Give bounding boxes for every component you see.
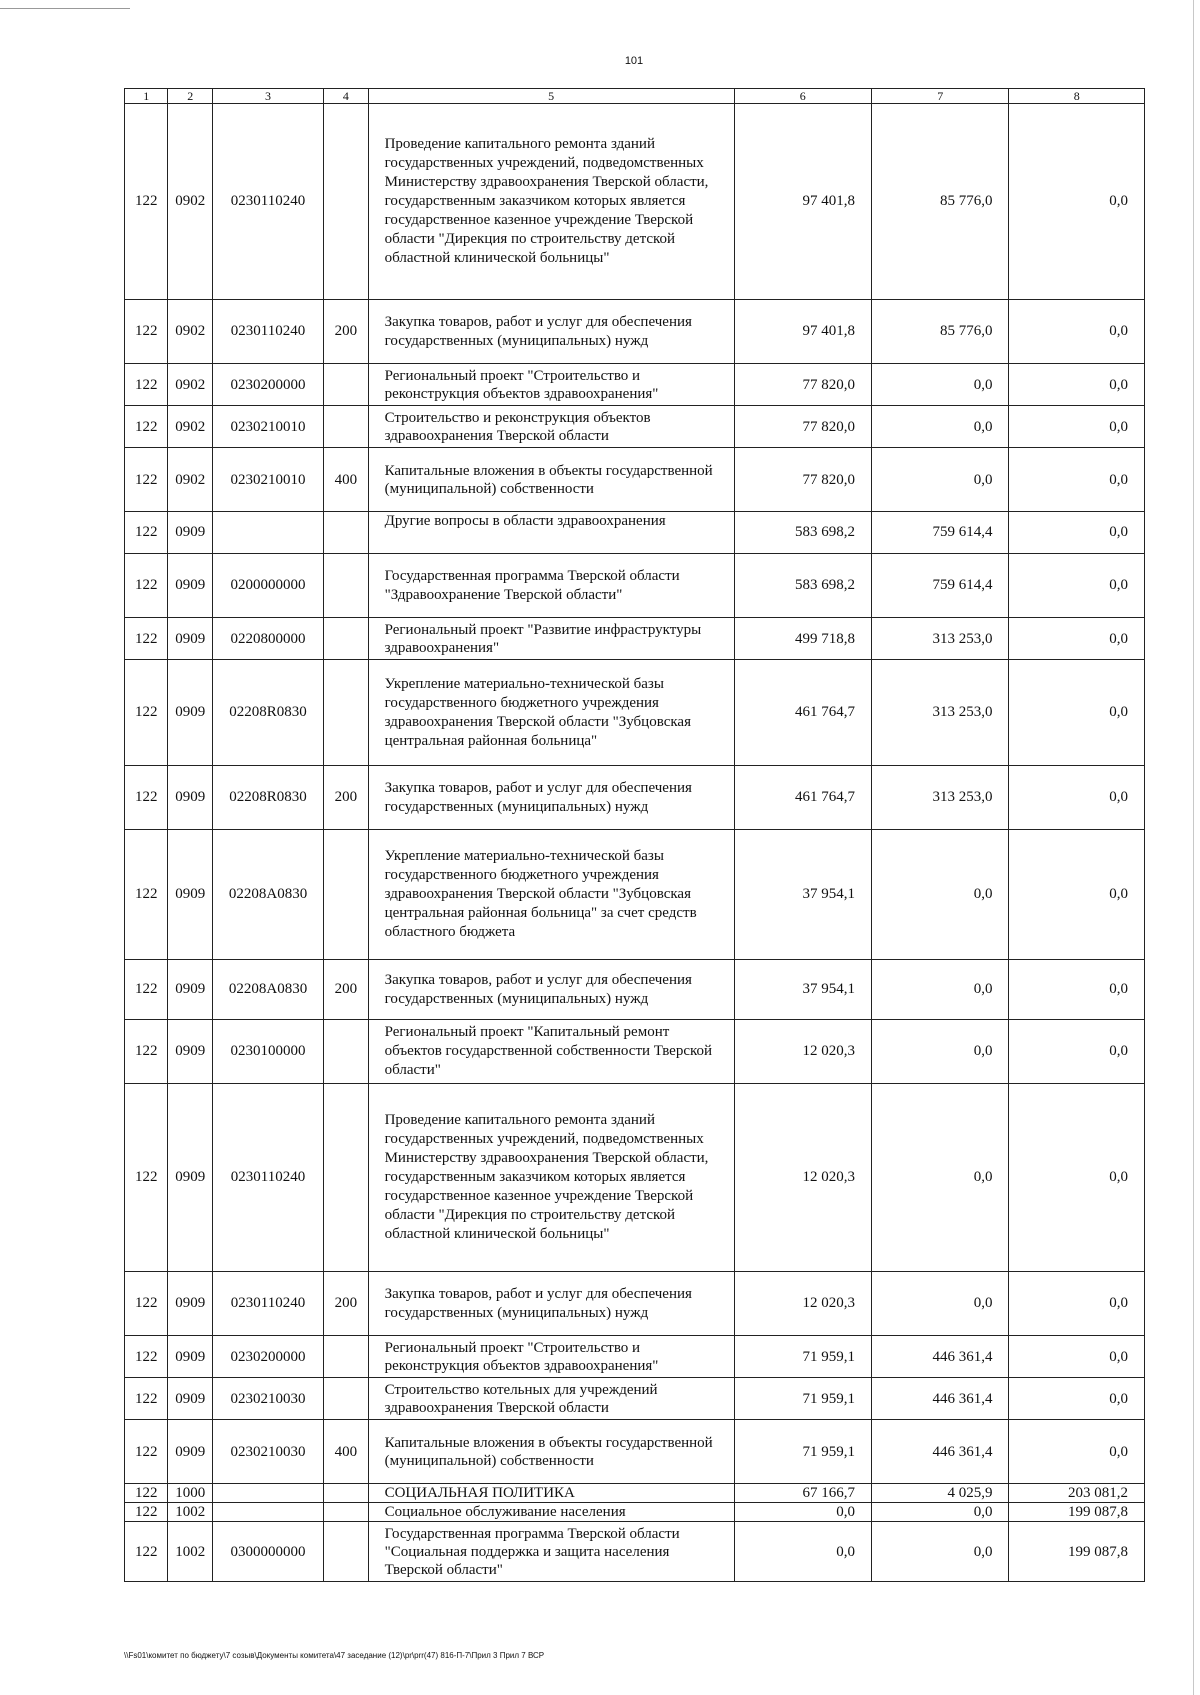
amount-col8-cell: 0,0	[1009, 300, 1145, 364]
amount-col7-cell: 0,0	[872, 406, 1009, 448]
header-cell: 8	[1009, 89, 1145, 104]
header-cell: 2	[168, 89, 212, 104]
section-code-cell: 0909	[168, 1420, 212, 1484]
section-code-cell: 1000	[168, 1484, 212, 1503]
amount-col7-cell: 313 253,0	[872, 618, 1009, 660]
description-cell: Проведение капитального ремонта зданий государственных учреждений, подведомственных Министерству здравоохранения Тверской области, государственным заказчиком которых является государственное казенное учреждение Тверской области "Дирекция по строительству детской областной клинической больницы"	[368, 104, 734, 300]
amount-col8-cell: 0,0	[1009, 512, 1145, 554]
amount-col8-cell: 0,0	[1009, 448, 1145, 512]
amount-col7-cell: 0,0	[872, 1522, 1009, 1582]
section-code-cell: 1002	[168, 1522, 212, 1582]
amount-col6-cell: 0,0	[734, 1503, 871, 1522]
description-cell: Строительство и реконструкция объектов здравоохранения Тверской области	[368, 406, 734, 448]
header-cell: 1	[125, 89, 168, 104]
target-article-cell: 0230200000	[212, 1336, 323, 1378]
target-article-cell: 02208R0830	[212, 766, 323, 830]
expense-type-cell	[324, 512, 368, 554]
amount-col8-cell: 0,0	[1009, 1020, 1145, 1084]
section-code-cell: 0902	[168, 448, 212, 512]
table-row	[125, 960, 1145, 1020]
amount-col7-cell: 759 614,4	[872, 512, 1009, 554]
section-code-cell: 0902	[168, 406, 212, 448]
description-cell: Капитальные вложения в объекты государственной (муниципальной) собственности	[368, 1420, 734, 1484]
amount-col7-cell: 0,0	[872, 1084, 1009, 1272]
target-article-cell: 0230210030	[212, 1420, 323, 1484]
amount-col8-cell: 0,0	[1009, 1272, 1145, 1336]
target-article-cell: 02208A0830	[212, 830, 323, 960]
section-code-cell: 0909	[168, 554, 212, 618]
table-row	[125, 830, 1145, 960]
expense-type-cell	[324, 1378, 368, 1420]
admin-code-cell: 122	[125, 1522, 168, 1582]
description-cell: Укрепление материально-технической базы государственного бюджетного учреждения здравоохранения Тверской области "Зубцовская центральная районная больница"	[368, 660, 734, 766]
amount-col7-cell: 0,0	[872, 364, 1009, 406]
amount-col6-cell: 499 718,8	[734, 618, 871, 660]
table-row	[125, 1484, 1145, 1503]
admin-code-cell: 122	[125, 1378, 168, 1420]
amount-col6-cell: 77 820,0	[734, 364, 871, 406]
section-code-cell: 0909	[168, 618, 212, 660]
amount-col8-cell: 0,0	[1009, 618, 1145, 660]
expense-type-cell	[324, 830, 368, 960]
header-cell: 6	[734, 89, 871, 104]
table-row	[125, 1336, 1145, 1378]
amount-col7-cell: 0,0	[872, 1020, 1009, 1084]
admin-code-cell: 122	[125, 1336, 168, 1378]
expense-type-cell	[324, 364, 368, 406]
amount-col6-cell: 97 401,8	[734, 104, 871, 300]
expense-type-cell: 200	[324, 960, 368, 1020]
section-code-cell: 1002	[168, 1503, 212, 1522]
admin-code-cell: 122	[125, 1084, 168, 1272]
amount-col8-cell: 0,0	[1009, 1336, 1145, 1378]
section-code-cell: 0909	[168, 1272, 212, 1336]
admin-code-cell: 122	[125, 766, 168, 830]
description-cell: Государственная программа Тверской области "Социальная поддержка и защита населения Тверской области"	[368, 1522, 734, 1582]
amount-col8-cell: 0,0	[1009, 104, 1145, 300]
description-cell: Закупка товаров, работ и услуг для обеспечения государственных (муниципальных) нужд	[368, 960, 734, 1020]
amount-col8-cell: 203 081,2	[1009, 1484, 1145, 1503]
amount-col8-cell: 0,0	[1009, 1420, 1145, 1484]
expense-type-cell	[324, 660, 368, 766]
amount-col7-cell: 0,0	[872, 1272, 1009, 1336]
amount-col7-cell: 0,0	[872, 448, 1009, 512]
target-article-cell: 0230110240	[212, 1084, 323, 1272]
table-row	[125, 1084, 1145, 1272]
target-article-cell: 0230210010	[212, 448, 323, 512]
admin-code-cell: 122	[125, 554, 168, 618]
amount-col7-cell: 446 361,4	[872, 1336, 1009, 1378]
amount-col8-cell: 0,0	[1009, 406, 1145, 448]
expense-type-cell	[324, 1084, 368, 1272]
target-article-cell: 0230110240	[212, 300, 323, 364]
section-code-cell: 0902	[168, 364, 212, 406]
amount-col7-cell: 0,0	[872, 1503, 1009, 1522]
amount-col7-cell: 313 253,0	[872, 660, 1009, 766]
section-code-cell: 0909	[168, 1378, 212, 1420]
expense-type-cell: 200	[324, 300, 368, 364]
table-row	[125, 1420, 1145, 1484]
expense-type-cell	[324, 406, 368, 448]
table-row	[125, 554, 1145, 618]
header-cell: 7	[872, 89, 1009, 104]
header-cell: 5	[368, 89, 734, 104]
amount-col8-cell: 0,0	[1009, 1378, 1145, 1420]
section-code-cell: 0909	[168, 1084, 212, 1272]
amount-col6-cell: 12 020,3	[734, 1272, 871, 1336]
table-row	[125, 364, 1145, 406]
description-cell: Капитальные вложения в объекты государственной (муниципальной) собственности	[368, 448, 734, 512]
amount-col6-cell: 0,0	[734, 1522, 871, 1582]
amount-col6-cell: 461 764,7	[734, 766, 871, 830]
header-row	[125, 89, 1145, 104]
table-row	[125, 1378, 1145, 1420]
amount-col7-cell: 0,0	[872, 830, 1009, 960]
amount-col8-cell: 0,0	[1009, 960, 1145, 1020]
amount-col8-cell: 0,0	[1009, 766, 1145, 830]
target-article-cell	[212, 1503, 323, 1522]
target-article-cell: 0300000000	[212, 1522, 323, 1582]
table-row	[125, 1503, 1145, 1522]
expense-type-cell	[324, 1503, 368, 1522]
amount-col8-cell: 0,0	[1009, 830, 1145, 960]
amount-col7-cell: 759 614,4	[872, 554, 1009, 618]
scan-right-edge	[1193, 0, 1194, 1695]
target-article-cell: 02208A0830	[212, 960, 323, 1020]
admin-code-cell: 122	[125, 512, 168, 554]
amount-col6-cell: 461 764,7	[734, 660, 871, 766]
admin-code-cell: 122	[125, 1484, 168, 1503]
amount-col6-cell: 12 020,3	[734, 1084, 871, 1272]
expense-type-cell	[324, 618, 368, 660]
expense-type-cell	[324, 104, 368, 300]
amount-col6-cell: 12 020,3	[734, 1020, 871, 1084]
expense-type-cell	[324, 1522, 368, 1582]
amount-col6-cell: 583 698,2	[734, 554, 871, 618]
page-number: 101	[624, 55, 644, 67]
section-code-cell: 0909	[168, 1336, 212, 1378]
amount-col8-cell: 199 087,8	[1009, 1522, 1145, 1582]
amount-col8-cell: 0,0	[1009, 364, 1145, 406]
target-article-cell: 0230110240	[212, 1272, 323, 1336]
table-row	[125, 448, 1145, 512]
amount-col7-cell: 313 253,0	[872, 766, 1009, 830]
table-row	[125, 1272, 1145, 1336]
expense-type-cell	[324, 554, 368, 618]
expense-type-cell: 400	[324, 448, 368, 512]
expense-type-cell	[324, 1484, 368, 1503]
expense-type-cell	[324, 1020, 368, 1084]
target-article-cell: 0230110240	[212, 104, 323, 300]
admin-code-cell: 122	[125, 830, 168, 960]
amount-col6-cell: 71 959,1	[734, 1336, 871, 1378]
amount-col6-cell: 37 954,1	[734, 830, 871, 960]
admin-code-cell: 122	[125, 300, 168, 364]
description-cell: Закупка товаров, работ и услуг для обеспечения государственных (муниципальных) нужд	[368, 1272, 734, 1336]
section-code-cell: 0909	[168, 960, 212, 1020]
amount-col7-cell: 446 361,4	[872, 1378, 1009, 1420]
description-cell: Социальное обслуживание населения	[368, 1503, 734, 1522]
amount-col8-cell: 0,0	[1009, 554, 1145, 618]
admin-code-cell: 122	[125, 1272, 168, 1336]
description-cell: Закупка товаров, работ и услуг для обеспечения государственных (муниципальных) нужд	[368, 766, 734, 830]
target-article-cell: 02208R0830	[212, 660, 323, 766]
expense-type-cell: 200	[324, 766, 368, 830]
amount-col6-cell: 77 820,0	[734, 448, 871, 512]
table-row	[125, 104, 1145, 300]
description-cell: Укрепление материально-технической базы государственного бюджетного учреждения здравоохранения Тверской области "Зубцовская центральная районная больница" за счет средств областного бюджета	[368, 830, 734, 960]
target-article-cell	[212, 1484, 323, 1503]
target-article-cell: 0230210010	[212, 406, 323, 448]
table-row	[125, 1522, 1145, 1582]
amount-col6-cell: 67 166,7	[734, 1484, 871, 1503]
target-article-cell: 0200000000	[212, 554, 323, 618]
expense-type-cell: 200	[324, 1272, 368, 1336]
expense-type-cell: 400	[324, 1420, 368, 1484]
section-code-cell: 0909	[168, 830, 212, 960]
amount-col6-cell: 71 959,1	[734, 1420, 871, 1484]
table-row	[125, 766, 1145, 830]
target-article-cell: 0230100000	[212, 1020, 323, 1084]
amount-col7-cell: 0,0	[872, 960, 1009, 1020]
admin-code-cell: 122	[125, 364, 168, 406]
target-article-cell: 0230200000	[212, 364, 323, 406]
admin-code-cell: 122	[125, 1503, 168, 1522]
amount-col8-cell: 0,0	[1009, 660, 1145, 766]
scan-edge-line	[0, 8, 130, 9]
description-cell: Региональный проект "Строительство и реконструкция объектов здравоохранения"	[368, 364, 734, 406]
description-cell: Региональный проект "Развитие инфраструктуры здравоохранения"	[368, 618, 734, 660]
description-cell: Региональный проект "Капитальный ремонт объектов государственной собственности Тверской области"	[368, 1020, 734, 1084]
amount-col6-cell: 71 959,1	[734, 1378, 871, 1420]
amount-col6-cell: 77 820,0	[734, 406, 871, 448]
amount-col6-cell: 37 954,1	[734, 960, 871, 1020]
admin-code-cell: 122	[125, 960, 168, 1020]
target-article-cell: 0230210030	[212, 1378, 323, 1420]
section-code-cell: 0909	[168, 512, 212, 554]
table-row	[125, 512, 1145, 554]
description-cell: Проведение капитального ремонта зданий государственных учреждений, подведомственных Министерству здравоохранения Тверской области, государственным заказчиком которых является государственное казенное учреждение Тверской области "Дирекция по строительству детской областной клинической больницы"	[368, 1084, 734, 1272]
amount-col8-cell: 0,0	[1009, 1084, 1145, 1272]
file-path-footer: \\Fs01\комитет по бюджету\7 созыв\Документы комитета\47 заседание (12)\pr\prr(47) 816-П-7\Прил 3 Прил 7 ВСР	[124, 1651, 545, 1660]
amount-col7-cell: 4 025,9	[872, 1484, 1009, 1503]
header-cell: 3	[212, 89, 323, 104]
description-cell: Государственная программа Тверской области "Здравоохранение Тверской области"	[368, 554, 734, 618]
section-code-cell: 0909	[168, 1020, 212, 1084]
admin-code-cell: 122	[125, 1420, 168, 1484]
admin-code-cell: 122	[125, 618, 168, 660]
table-row	[125, 618, 1145, 660]
expense-type-cell	[324, 1336, 368, 1378]
section-code-cell: 0909	[168, 766, 212, 830]
header-cell: 4	[324, 89, 368, 104]
amount-col7-cell: 446 361,4	[872, 1420, 1009, 1484]
admin-code-cell: 122	[125, 406, 168, 448]
admin-code-cell: 122	[125, 660, 168, 766]
amount-col6-cell: 583 698,2	[734, 512, 871, 554]
target-article-cell	[212, 512, 323, 554]
description-cell: Региональный проект "Строительство и реконструкция объектов здравоохранения"	[368, 1336, 734, 1378]
table-row	[125, 1020, 1145, 1084]
admin-code-cell: 122	[125, 448, 168, 512]
section-code-cell: 0902	[168, 300, 212, 364]
admin-code-cell: 122	[125, 1020, 168, 1084]
amount-col7-cell: 85 776,0	[872, 104, 1009, 300]
amount-col7-cell: 85 776,0	[872, 300, 1009, 364]
description-cell: СОЦИАЛЬНАЯ ПОЛИТИКА	[368, 1484, 734, 1503]
amount-col8-cell: 199 087,8	[1009, 1503, 1145, 1522]
section-code-cell: 0909	[168, 660, 212, 766]
table-row	[125, 660, 1145, 766]
description-cell: Другие вопросы в области здравоохранения	[368, 512, 734, 554]
section-code-cell: 0902	[168, 104, 212, 300]
admin-code-cell: 122	[125, 104, 168, 300]
target-article-cell: 0220800000	[212, 618, 323, 660]
table-row	[125, 406, 1145, 448]
budget-table	[124, 88, 1145, 1582]
amount-col6-cell: 97 401,8	[734, 300, 871, 364]
description-cell: Закупка товаров, работ и услуг для обеспечения государственных (муниципальных) нужд	[368, 300, 734, 364]
table-row	[125, 300, 1145, 364]
description-cell: Строительство котельных для учреждений здравоохранения Тверской области	[368, 1378, 734, 1420]
